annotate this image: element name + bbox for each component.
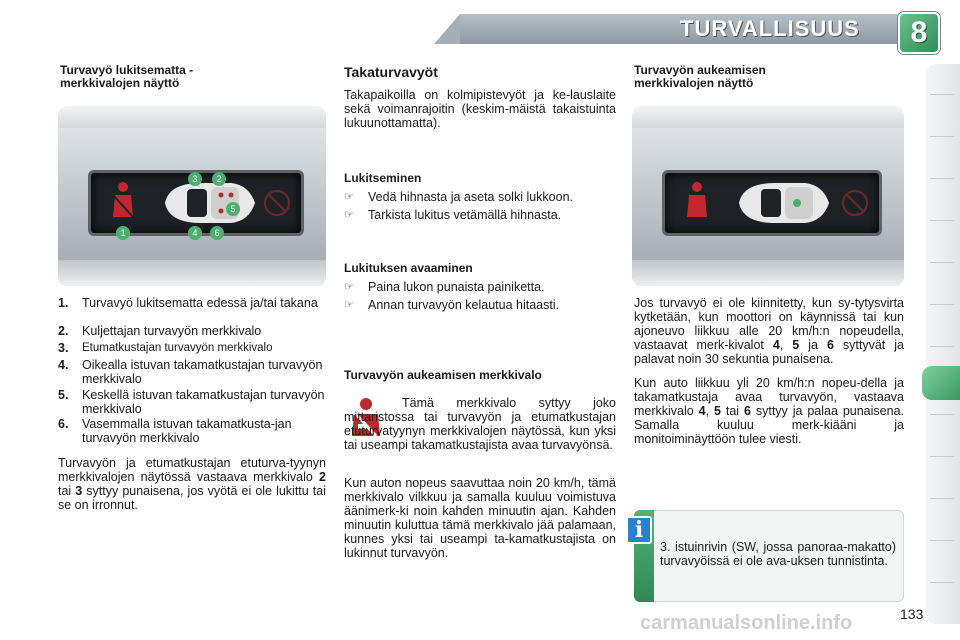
chapter-badge [898,12,940,54]
hand-pointer-icon: ☞ [344,191,354,203]
info-text: 3. istuinrivin (SW, jossa panoraa-makatto) turvavyöissä ei ole ava-uksen tunnistinta. [660,540,896,568]
speed-paragraph: Kun auton nopeus saavuttaa noin 20 km/h, tämä merkkivalo vilkkuu ja samalla kuuluu voimistuva äänimerk-ki noin kahden minuutin ajan. Kahden minuutin kuluttua tämä merkkivalo jää palamaan, kunnes yksi tai useampi ta-kamatkustajista on lukinnut turvavyön. [344,476,616,560]
page-title: TURVALLISUUS [680,16,860,41]
chapter-number: 8 [910,16,928,49]
car-top-view-icon [165,183,255,223]
active-chapter-tab[interactable] [922,366,960,400]
callout-6: 6 [210,226,224,240]
unlock-heading: Lukituksen avaaminen [344,261,473,275]
callout-3: 3 [188,172,202,186]
callout-2: 2 [212,172,226,186]
page-number: 133 [900,606,924,622]
right-heading: Turvavyön aukeamisen merkkivalojen näyttö [634,63,766,90]
airbag-off-icon [265,191,289,215]
left-heading: Turvavyö lukitsematta - merkkivalojen näyttö [60,63,194,90]
info-icon: i [626,516,652,544]
callout-5: 5 [226,202,240,216]
hand-pointer-icon: ☞ [344,281,354,293]
seatbelt-warning-icon [687,182,707,217]
chapter-tab-rail [926,64,960,624]
section-heading: Takaturvavyöt [344,64,438,80]
right-paragraph-1: Jos turvavyö ei ole kiinnitetty, kun sy-tytysvirta kytketään, kun moottori on käynnissä tai kun ajoneuvo liikkuu alle 20 km/h:n nopeudella, vastaavat merk-kivalot 4, 5 ja 6 syttyvät ja palavat noin 30 sekuntia punaisena. [634,296,904,366]
unfastened-display-illustration [632,106,904,286]
car-top-view-icon [739,183,829,223]
watermark: carmanualsonline.info [640,612,853,634]
seatbelt-display-illustration [58,106,326,286]
indicator-display-right [662,170,882,236]
right-paragraph-2: Kun auto liikkuu yli 20 km/h:n nopeu-della ja takamatkustaja avaa turvavyön, vastaava merkkivalo 4, 5 tai 6 syttyy ja palaa punaisena. Samalla kuuluu merk-kiääni ja monitoiminäyttöön tulee viesti. [634,376,904,446]
hand-pointer-icon: ☞ [344,209,354,221]
airbag-off-icon [843,191,867,215]
seatbelt-warning-icon [113,182,133,217]
left-paragraph: Turvavyön ja etumatkustajan etuturva-tyynyn merkkivalojen näytössä vastaava merkkivalo 2 tai 3 syttyy punaisena, jos vyötä ei ole lukittu tai se on irronnut. [58,456,326,512]
lock-heading: Lukitseminen [344,171,422,185]
indicator-paragraph: Tämä merkkivalo syttyy joko mittaristossa tai turvavyön ja etumatkustajan etuturvatyynyn merkkivalojen näytössä, kun yksi tai useampi takamatkustajista avaa turvavyönsä. [344,396,616,452]
intro-paragraph: Takapaikoilla on kolmipistevyöt ja ke-lauslaite sekä voimanrajoitin (keskim-mäistä takaistuinta lukuunottamatta). [344,88,616,130]
page-header [0,0,960,60]
callout-4: 4 [188,226,202,240]
indicator-heading: Turvavyön aukeamisen merkkivalo [344,368,542,382]
unfastened-indicator-graphic [665,173,879,233]
callout-1: 1 [116,226,130,240]
hand-pointer-icon: ☞ [344,299,354,311]
